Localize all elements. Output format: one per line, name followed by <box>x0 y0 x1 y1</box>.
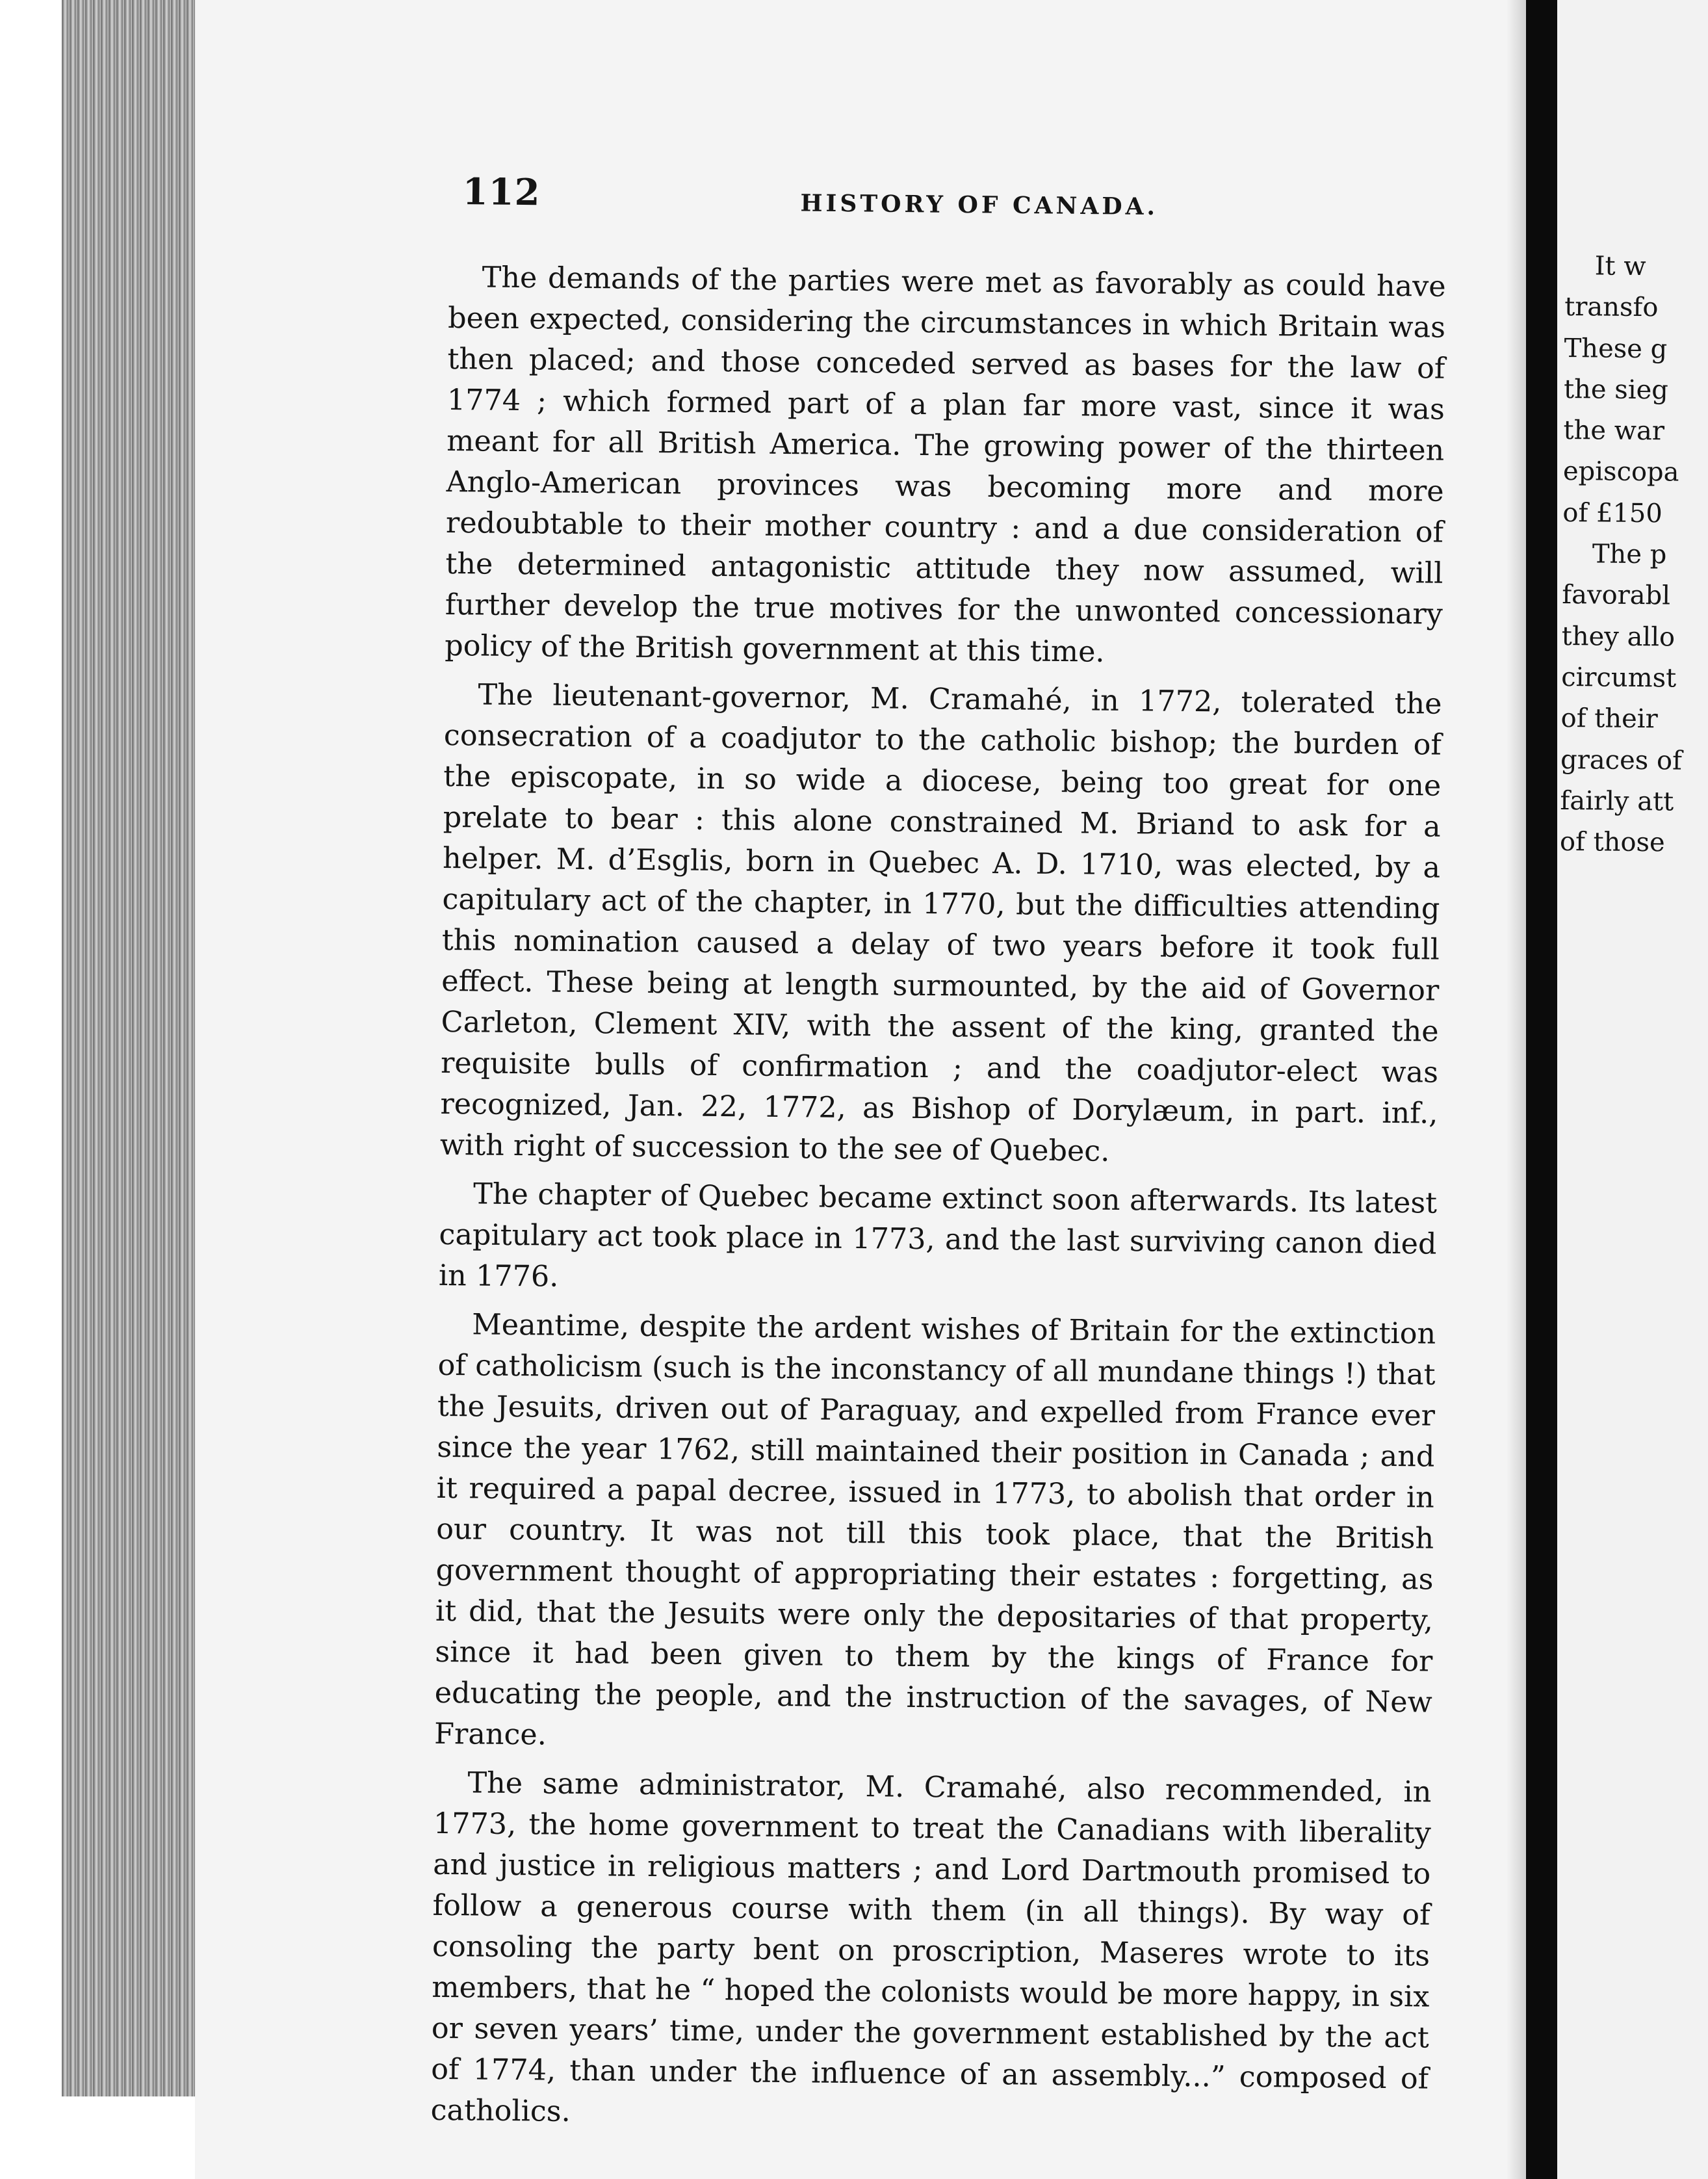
next-page-line: fairly att <box>1560 785 1674 817</box>
next-page-line: of their <box>1560 703 1658 735</box>
stacked-page-edges <box>62 0 195 2096</box>
paragraph-5: The same administrator, M. Cramahé, also recommended, in 1773, the home government to treat the Canadians with liberality and justice in religious matters ; and Lord Dartmouth promised to follow a generous course with them (in all things). By way of consoling the party bent on proscription, Maseres wrote to its members, that he “ hoped the colonists would be more happy, in six or seven years’ time, under the government established by the act of 1774, than under the influence of an assembly...” composed of catholics. <box>430 1766 1432 2128</box>
next-page-line: they allo <box>1561 621 1676 653</box>
next-page-line: favorabl <box>1562 580 1671 611</box>
paragraph-3: The chapter of Quebec became extinct soon afterwards. Its latest capitulary act took place in 1773, and the last surviving canon died in 1776. <box>438 1177 1438 1294</box>
next-page-line: of £150 <box>1562 497 1663 529</box>
next-page-line: circumst <box>1561 662 1677 694</box>
next-page-line: the sieg <box>1563 374 1669 406</box>
body-text <box>430 257 1446 2141</box>
page-binding-shadow <box>1507 0 1526 2179</box>
next-page-line: graces of <box>1560 744 1683 776</box>
next-page-line: The p <box>1592 539 1667 570</box>
page-number: 112 <box>462 170 541 215</box>
next-page-text <box>1560 246 1708 864</box>
next-page-line: the war <box>1563 415 1665 447</box>
next-page-line: transfo <box>1564 292 1659 323</box>
running-title: HISTORY OF CANADA. <box>800 189 1159 221</box>
next-page-line: of those <box>1559 827 1665 858</box>
next-page-line: It w <box>1594 251 1646 282</box>
paragraph-2: The lieutenant-governor, M. Cramahé, in 1772, tolerated the consecration of a coadjutor to the catholic bishop; the burden of the episcopate, in so wide a diocese, being too great for one prelate to bear : this alone constrained M. Briand to ask for a helper. M. d’Esglis, born in Quebec A. D. 1710, was elected, by a capitulary act of the chapter, in 1770, but the difficulties attending this nomination caused a delay of two years before it took full effect. These being at length surmounted, by the aid of Governor Carleton, Clement XIV, with the assent of the king, granted the requisite bulls of confirmation ; and the coadjutor-elect was recognized, Jan. 22, 1772, as Bishop of Dorylæum, in part. inf., with right of succession to the see of Quebec. <box>439 678 1442 1168</box>
paragraph-1: The demands of the parties were met as favorably as could have been expected, considering the circumstances in which Britain was then placed; and those conceded served as bases for the law of 1774 ; which formed part of a plan far more vast, since it was meant for all British America. The growing power of the thirteen Anglo-American provinces was becoming more and more redoubtable to their mother country : and a due consideration of the determined antagonistic attitude they now assumed, will further develop the true motives for the unwonted concessionary policy of the British government at this time. <box>445 261 1446 669</box>
book-gutter <box>1526 0 1557 2179</box>
paragraph-4: Meantime, despite the ardent wishes of Britain for the extinction of catholicism (such is the inconstancy of all mundane things !) that the Jesuits, driven out of Paraguay, and expelled from France ever since the year 1762, still maintained their position in Canada ; and it required a papal decree, issued in 1773, to abolish that order in our country. It was not till this took place, that the British government thought of appropriating their estates : forgetting, as it did, that the Jesuits were only the depositaries of that property, since it had been given to them by the kings of France for educating the people, and the instruction of the savages, of New France. <box>433 1308 1436 1752</box>
next-page-line: episcopa <box>1562 456 1679 488</box>
page-header <box>462 170 1444 239</box>
next-page-line: These g <box>1564 333 1668 364</box>
